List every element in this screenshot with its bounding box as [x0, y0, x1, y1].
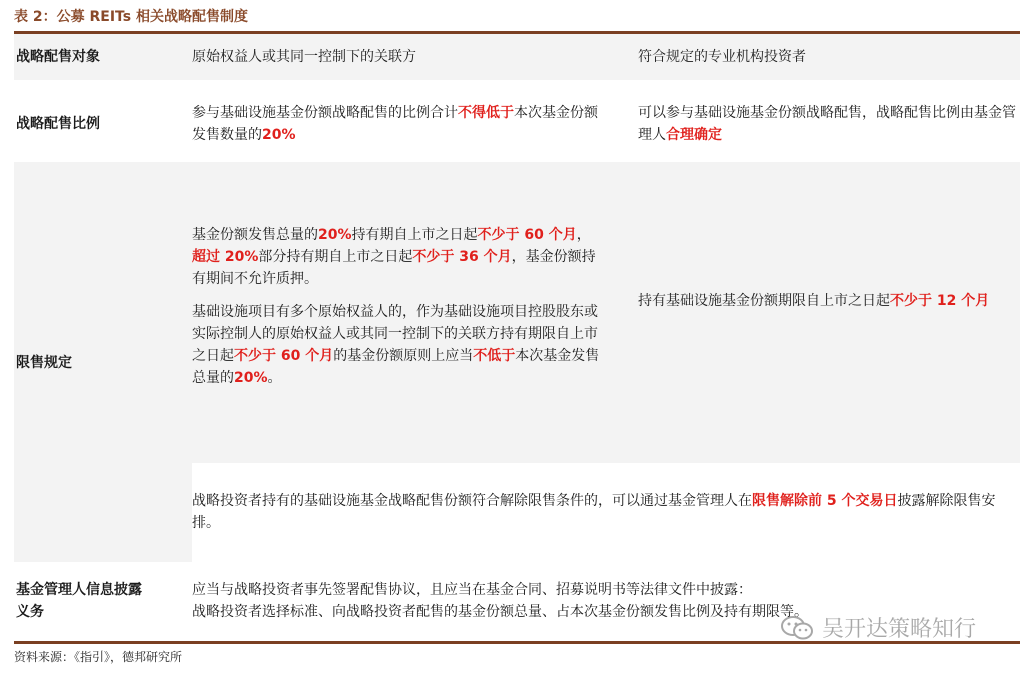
highlight-text: 超过 20%	[192, 249, 259, 265]
body-text: ，	[576, 227, 591, 243]
row-band-target	[14, 34, 1020, 80]
body-text: 持有期自上市之日起	[351, 227, 478, 243]
body-text: 本次基金发售总量的	[192, 348, 600, 386]
highlight-text: 不少于 36 个月	[412, 249, 512, 265]
target-col1: 原始权益人或其同一控制下的关联方	[192, 49, 416, 65]
highlight-text: 不少于 60 个月	[234, 348, 334, 364]
lockup-col1-para2	[192, 301, 604, 389]
body-text: 参与基础设施基金份额战略配售的比例合计	[192, 105, 458, 121]
target-col2: 符合规定的专业机构投资者	[638, 49, 806, 65]
body-text: 。	[267, 370, 282, 386]
row-head-target: 战略配售对象	[16, 49, 100, 65]
body-text: 的基金份额原则上应当	[333, 348, 474, 364]
highlight-text: 合理确定	[666, 127, 722, 143]
body-text: 基础设施项目有多个原始权益人的，作为基础设施项目控股股东或实际控制人的原始权益人或其同一控制下的关联方持有期限自上市之日起	[192, 304, 598, 364]
body-text: ，基金份额持有期间不允许质押。	[192, 249, 596, 287]
body-text: 披露解除限售安排。	[192, 493, 996, 531]
body-text: 战略投资者持有的基础设施基金战略配售份额符合解除限售条件的，可以通过基金管理人在	[192, 493, 752, 509]
row-head-lockup: 限售规定	[16, 355, 72, 371]
highlight-text: 20%	[234, 370, 268, 386]
disclosure-line1: 应当与战略投资者事先签署配售协议，且应当在基金合同、招募说明书等法律文件中披露：	[192, 582, 752, 598]
wechat-icon	[780, 614, 814, 642]
highlight-text: 不少于 60 个月	[477, 227, 577, 243]
highlight-text: 20%	[318, 227, 352, 243]
highlight-text: 限售解除前 5 个交易日	[752, 493, 898, 509]
lockup-col1	[192, 224, 604, 400]
lockup-col1-para1	[192, 224, 604, 290]
row-head-disclosure: 基金管理人信息披露义务	[16, 582, 142, 620]
highlight-text: 不少于 12 个月	[890, 293, 990, 309]
watermark	[780, 612, 976, 643]
row-head-ratio: 战略配售比例	[16, 116, 100, 132]
lockup-release	[192, 490, 1018, 534]
body-text: 可以参与基础设施基金份额战略配售，战略配售比例由基金管理人	[638, 105, 1016, 143]
disclosure-line2: 战略投资者选择标准、向战略投资者配售的基金份额总量、占本次基金份额发售比例及持有期限等。	[192, 604, 808, 620]
lockup-col2	[638, 290, 1008, 312]
body-text: 本次基金份额发售数量的	[192, 105, 598, 143]
ratio-col1	[192, 102, 607, 146]
body-text: 基金份额发售总量的	[192, 227, 318, 243]
source-note: 资料来源：《指引》，德邦研究所	[14, 650, 183, 664]
ratio-col2	[638, 102, 1022, 146]
highlight-text: 20%	[262, 127, 296, 143]
body-text: 持有基础设施基金份额期限自上市之日起	[638, 293, 890, 309]
watermark-text: 吴开达策略知行	[822, 617, 977, 642]
table-title: 表 2：公募 REITs 相关战略配售制度	[14, 9, 248, 25]
highlight-text: 不低于	[473, 348, 516, 364]
highlight-text: 不得低于	[458, 105, 514, 121]
body-text: 部分持有期自上市之日起	[258, 249, 413, 265]
